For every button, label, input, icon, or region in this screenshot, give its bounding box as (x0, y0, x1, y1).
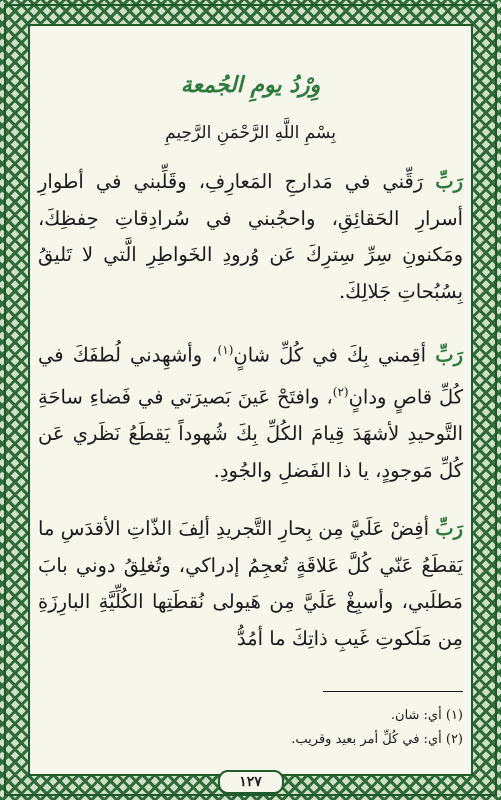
paragraph-text: أقِمني بِكَ في كُلِّ شانٍ (233, 343, 436, 367)
footnote-ref-2: (٢) (332, 385, 349, 399)
basmala: بِسْمِ اللَّهِ الرَّحْمَنِ الرَّحِيمِ (165, 123, 336, 143)
paragraph-text: ، وأشهِدني لُطفَكَ في كُلِّ قاصٍ ودانٍ (38, 343, 464, 409)
footnote-2: (٢) أي: في كُلِّ أمر بعيد وقريب. (291, 732, 463, 747)
footnote-ref-1: (١) (217, 343, 234, 357)
footnote-divider (323, 691, 463, 692)
paragraph-text: أفِضْ عَلَيَّ مِن بِحارِ التَّجريدِ ألِفَ الذّاتِ الأقدَسِ ما يَقطَعُ عَنّي كُلَّ عَلاقَةٍ تُعجِمُ إدراكي، وتُغلِقُ دوني بابَ مَطلَبي، وأسبِغْ عَلَيَّ مِن هَيولى نُقطَتِها الكُلِّيَّةِ البارِزَةِ مِن مَلَكوتِ غَيبِ ذاتِكَ ما أمُدُّ (38, 517, 463, 650)
paragraph-lead: رَبِّ (435, 170, 463, 193)
paragraph-lead: رَبِّ (435, 517, 463, 540)
page-content (38, 34, 463, 768)
page-title: وِرْدُ يومِ الجُمعة (180, 72, 321, 98)
footnotes (38, 704, 463, 752)
paragraph-text: رَقِّني في مَدارجِ المَعارِفِ، وقَلِّبني في أطوارِ أسرارِ الحَقائِقِ، واحجُبني في سُرادِقاتِ حِفظِكَ، ومَكنونِ سِرِّ سِترِكَ عَن وُرودِ الخَواطِرِ الَّتي لا تَليقُ بِسُبُحاتِ جَلالِكَ. (38, 170, 463, 303)
paragraph-lead: رَبِّ (435, 343, 463, 367)
paragraph-text: ، وافتَحْ عَينَ بَصيرَتي في فَضاءِ ساحَةِ التَّوحيدِ لأشهَدَ قِيامَ الكُلِّ بِكَ شُهوداً يَقطَعُ نَظَري عَن كُلِّ مَوجودٍ، يا ذا الفَضلِ والجُودِ. (38, 385, 463, 482)
paragraph-2 (38, 332, 463, 489)
paragraph-1 (38, 164, 463, 310)
paragraph-3 (38, 511, 463, 657)
page-number: ١٢٧ (218, 770, 284, 794)
footnote-1: (١) أي: شان. (390, 708, 463, 723)
